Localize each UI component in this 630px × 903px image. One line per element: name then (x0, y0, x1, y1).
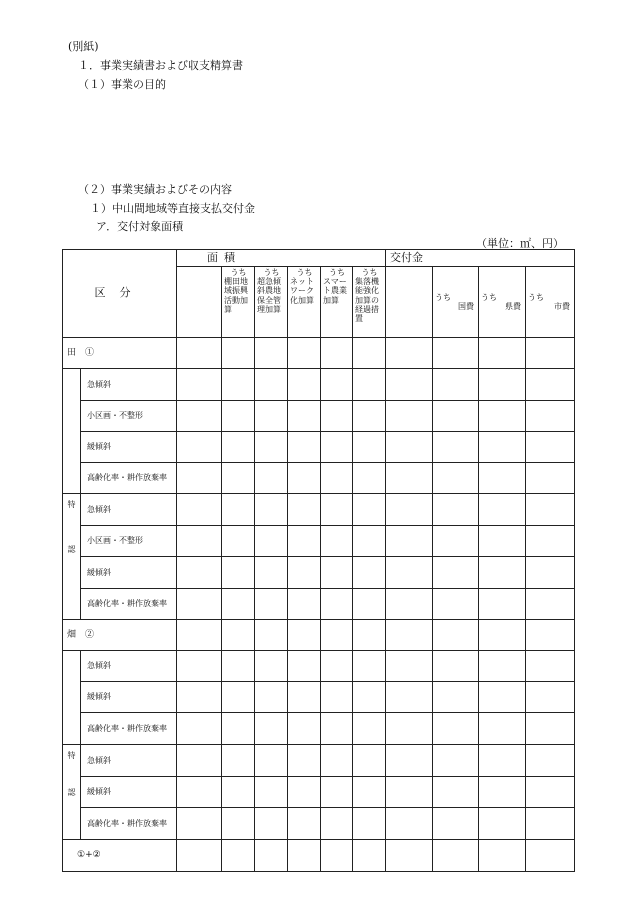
row-label: 高齢化率・耕作放棄率 (81, 463, 177, 494)
total-label: ①+② (63, 840, 177, 872)
fee-col-shihi: うち 市費 (526, 267, 575, 338)
sub-col-shuraku: うち 集落機能強化加算の経過措置 (353, 267, 386, 338)
row-label: 高齢化率・耕作放棄率 (81, 589, 177, 620)
row-label: 高齢化率・耕作放棄率 (81, 808, 177, 840)
ta-label: 田 ① (63, 338, 177, 369)
table-row (63, 557, 575, 589)
row-label: 高齢化率・耕作放棄率 (81, 713, 177, 745)
sub-col-chokyukeisha: うち 超急傾斜農地保全管理加算 (255, 267, 288, 338)
sub-col-tanada: うち 棚田地域振興活動加算 (222, 267, 255, 338)
area-table (62, 249, 575, 872)
table-row (63, 401, 575, 432)
fee-col-kenpi: うち 県費 (479, 267, 526, 338)
row-label: 急傾斜 (81, 494, 177, 526)
row-label: 急傾斜 (81, 369, 177, 401)
ta-tokunin-label: 特 認 (63, 494, 81, 620)
hata-label: 畑 ② (63, 620, 177, 651)
heading-2: （１）事業の目的 (78, 78, 166, 91)
kofu-header: 交付金 (386, 250, 575, 267)
area-total-header (177, 267, 222, 338)
table-row (63, 369, 575, 401)
heading-1: １．事業実績書および収支精算書 (78, 59, 243, 72)
row-label: 緩傾斜 (81, 432, 177, 463)
header-row-1 (63, 250, 575, 267)
row-label: 緩傾斜 (81, 682, 177, 713)
sub-col-smart: うち スマート農業加算 (321, 267, 353, 338)
unit-label: （単位：㎡、円） (476, 237, 564, 250)
row-label: 小区画・不整形 (81, 401, 177, 432)
table-row (63, 777, 575, 808)
table-row (63, 432, 575, 463)
kubun-header: 区分 (63, 250, 177, 338)
row-label: 急傾斜 (81, 745, 177, 777)
table-row (63, 682, 575, 713)
table-row (63, 840, 575, 872)
row-label: 緩傾斜 (81, 557, 177, 589)
table-row (63, 620, 575, 651)
table-row (63, 651, 575, 682)
table-row (63, 745, 575, 777)
row-label: 緩傾斜 (81, 777, 177, 808)
heading-5: ア．交付対象面積 (96, 220, 184, 233)
row-label: 急傾斜 (81, 651, 177, 682)
area-header: 面積 (177, 250, 386, 267)
table-row (63, 526, 575, 557)
kofu-total-header (386, 267, 433, 338)
table-row (63, 808, 575, 840)
table-row (63, 713, 575, 745)
table-row (63, 338, 575, 369)
fee-col-kokuhi: うち 国費 (433, 267, 479, 338)
hata-tokunin-label: 特 認 (63, 745, 81, 840)
sub-col-network: うち ネットワーク化加算 (288, 267, 321, 338)
table-row (63, 463, 575, 494)
heading-3: （２）事業実績およびその内容 (78, 183, 232, 196)
heading-4: １）中山間地域等直接支払交付金 (90, 202, 255, 215)
table-row (63, 494, 575, 526)
table-row (63, 589, 575, 620)
annex-label: (別紙) (68, 40, 99, 53)
row-label: 小区画・不整形 (81, 526, 177, 557)
